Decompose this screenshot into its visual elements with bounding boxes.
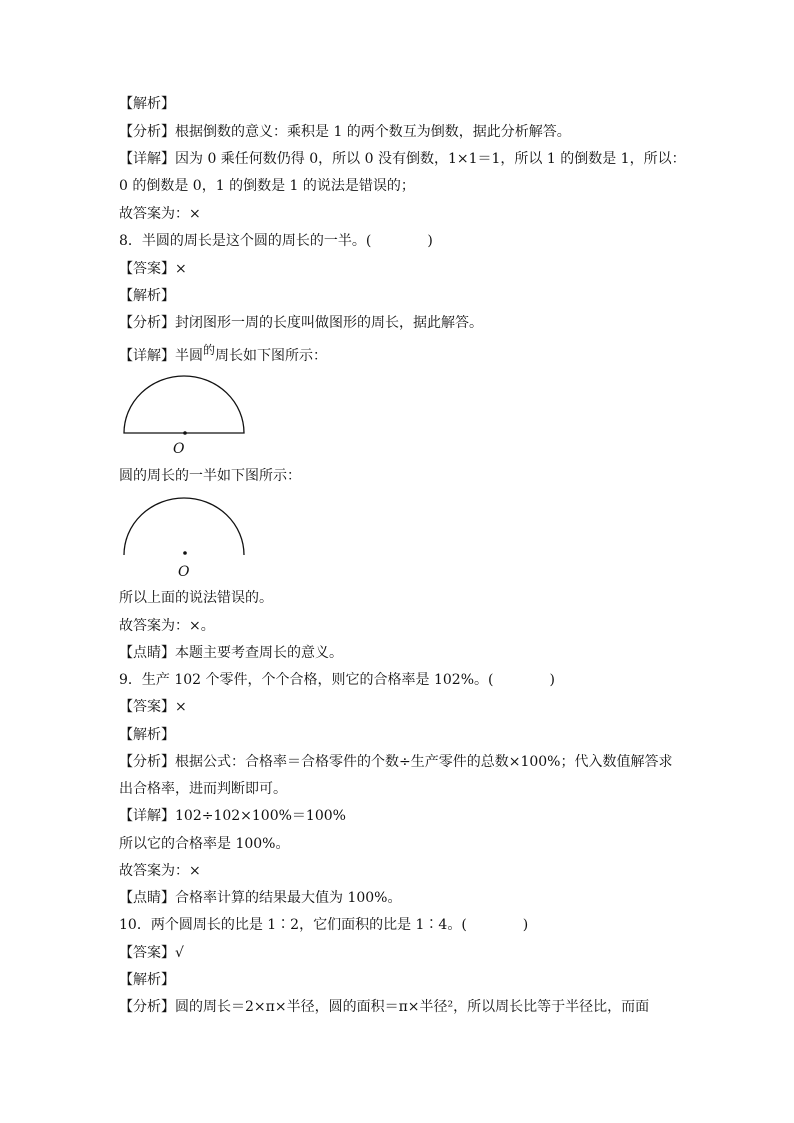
answer-10: 【答案】√ [119,945,184,961]
line-conclusion-8-text: 所以上面的说法错误的。 [119,590,273,606]
half-circumference-figure [119,494,249,580]
line-explanation-9-cont: 所以它的合格率是 100%。 [119,836,290,852]
answer-9: 【答案】× [119,699,187,715]
explanation-8-part2: 周长如下图所示： [215,348,328,364]
line-conclusion-9: 故答案为：× [119,863,201,879]
line-analysis-heading-10: 【解析】 [119,972,175,988]
question-10: 10．两个圆周长的比是 1∶2，它们面积的比是 1∶4。( ) [119,917,529,933]
explanation-8-raised-char: 的 [203,343,216,357]
semicircle-figure [119,372,249,458]
line-comment-8: 【点睛】本题主要考查周长的意义。 [119,645,343,661]
line-conclusion-8: 故答案为：×。 [119,618,215,634]
question-9: 9．生产 102 个零件，个个合格，则它的合格率是 102%。( ) [119,672,555,688]
line-analysis-heading-9: 【解析】 [119,727,175,743]
line-conclusion-7: 故答案为：× [119,206,201,222]
line-analysis-9: 【分析】根据公式：合格率＝合格零件的个数÷生产零件的总数×100%；代入数值解答求 [119,754,673,770]
center-point [183,431,187,435]
line-explanation-8 [119,343,328,365]
line-explanation-7-cont: 0 的倒数是 0，1 的倒数是 1 的说法是错误的； [119,178,415,194]
line-analysis-9-cont: 出合格率，进而判断即可。 [119,781,287,797]
semicircle-outline [124,376,244,433]
line-analysis-heading-7: 【解析】 [119,96,175,112]
line-explanation-7: 【详解】因为 0 乘任何数仍得 0，所以 0 没有倒数，1×1＝1，所以 1 的倒数是 1，所以： [119,151,686,167]
line-half-circle-caption: 圆的周长的一半如下图所示： [119,468,301,484]
line-analysis-8: 【分析】封闭图形一周的长度叫做图形的周长，据此解答。 [119,315,483,331]
line-explanation-9: 【详解】102÷102×100%＝100% [119,808,346,824]
line-analysis-heading-8: 【解析】 [119,288,175,304]
center-label: O [178,564,190,580]
question-8: 8．半圆的周长是这个圆的周长的一半。( ) [119,233,433,249]
answer-8: 【答案】× [119,261,187,277]
center-label: O [173,441,185,457]
explanation-8-part1: 【详解】半圆 [119,348,203,364]
center-point [183,551,187,555]
line-comment-9: 【点睛】合格率计算的结果最大值为 100%。 [119,890,402,906]
line-analysis-10: 【分析】圆的周长＝2×π×半径，圆的面积＝π×半径²，所以周长比等于半径比，而面 [119,999,650,1015]
line-analysis-7: 【分析】根据倒数的意义：乘积是 1 的两个数互为倒数，据此分析解答。 [119,124,571,140]
arc-outline [124,498,244,555]
